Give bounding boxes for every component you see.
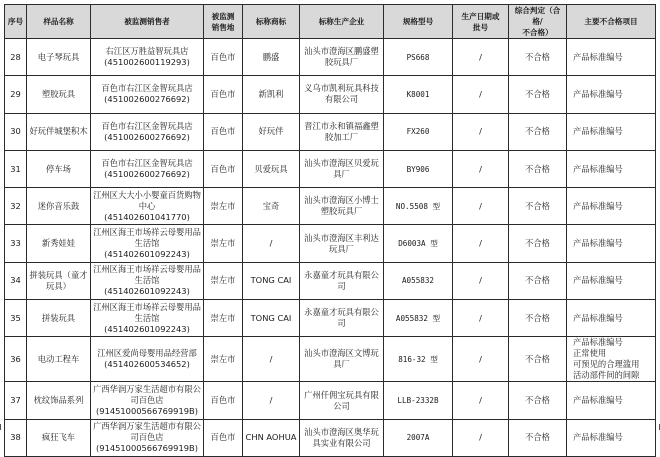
failed-items [567, 150, 656, 187]
row-number: 29 [5, 76, 27, 113]
batch-number: / [453, 150, 509, 187]
manufacturer: 汕头市澄海区鹏盛塑胶玩具厂 [300, 39, 384, 76]
spec-model: A055832 型 [384, 300, 453, 337]
sale-location: 崇左市 [204, 225, 243, 262]
sale-location: 崇左市 [204, 300, 243, 337]
page-corner-mark-right [656, 424, 660, 430]
header-batch: 生产日期或 批号 [453, 5, 509, 39]
sale-location: 崇左市 [204, 188, 243, 225]
manufacturer: 汕头市澄海区奥华玩具实业有限公司 [300, 419, 384, 456]
seller-credit-code: (451402601041770) [104, 211, 190, 222]
batch-number: / [453, 113, 509, 150]
seller-credit-code: (91451000566769919B) [96, 443, 198, 454]
seller-name: 江州区爱尚母婴用品经营部 [97, 348, 197, 359]
page-corner-mark-left [0, 424, 4, 430]
failed-item: 产品标准编号 [573, 275, 623, 286]
brand: 贝爱玩具 [243, 150, 300, 187]
row-number: 38 [5, 419, 27, 456]
brand: 鹏盛 [243, 39, 300, 76]
row-number: 30 [5, 113, 27, 150]
spec-model: LLB-2332B [384, 382, 453, 419]
batch-number: / [453, 262, 509, 299]
seller-cell [91, 382, 204, 419]
seller-credit-code: (451402601092243) [104, 249, 190, 260]
failed-items [567, 39, 656, 76]
failed-item: 产品标准编号 [573, 337, 623, 348]
failed-item: 产品标准编号 [573, 88, 623, 99]
table-header-row [5, 5, 656, 39]
batch-number: / [453, 337, 509, 382]
batch-number: / [453, 39, 509, 76]
verdict: 不合格 [509, 188, 567, 225]
table-row [5, 262, 656, 299]
sale-location: 百色市 [204, 39, 243, 76]
row-number: 35 [5, 300, 27, 337]
table-row [5, 150, 656, 187]
brand: 宝奇 [243, 188, 300, 225]
manufacturer: 汕头市澄海区小博士塑胶玩具厂 [300, 188, 384, 225]
failed-item: 产品标准编号 [573, 312, 623, 323]
seller-name: 江州区海王市场祥云母婴用品生活馆 [93, 264, 201, 286]
table-row [5, 300, 656, 337]
seller-credit-code: (451402601092243) [104, 323, 190, 334]
header-sample-name: 样品名称 [27, 5, 91, 39]
batch-number: / [453, 76, 509, 113]
spec-model: NO.5508 型 [384, 188, 453, 225]
verdict: 不合格 [509, 76, 567, 113]
seller-credit-code: (451402600534652) [104, 359, 190, 370]
sample-name: 停车场 [27, 150, 91, 187]
failed-items [567, 113, 656, 150]
failed-items [567, 76, 656, 113]
verdict: 不合格 [509, 225, 567, 262]
failed-item: 正常使用 [573, 348, 607, 359]
seller-credit-code: (451002600276692) [104, 131, 190, 142]
seller-credit-code: (451002600276692) [104, 94, 190, 105]
seller-cell [91, 188, 204, 225]
sample-name: 电子琴玩具 [27, 39, 91, 76]
failed-item: 产品标准编号 [573, 432, 623, 443]
seller-cell [91, 225, 204, 262]
manufacturer: 永嘉童才玩具有限公司 [300, 262, 384, 299]
seller-credit-code: (91451000566769919B) [96, 406, 198, 417]
spec-model: D6003A 型 [384, 225, 453, 262]
verdict: 不合格 [509, 39, 567, 76]
sale-location: 百色市 [204, 150, 243, 187]
seller-cell [91, 113, 204, 150]
brand: TONG CAI [243, 262, 300, 299]
verdict: 不合格 [509, 113, 567, 150]
seller-name: 百色市右江区金智玩具店 [101, 158, 193, 169]
seller-name: 广西华润万家生活超市有限公司百色店 [93, 384, 201, 406]
row-number: 31 [5, 150, 27, 187]
table-row [5, 225, 656, 262]
seller-cell [91, 337, 204, 382]
brand: / [243, 225, 300, 262]
brand: CHN AOHUA [243, 419, 300, 456]
spec-model: A055832 [384, 262, 453, 299]
failed-items [567, 188, 656, 225]
failed-item: 活动部件间的间隙 [573, 370, 640, 381]
spec-model: PS668 [384, 39, 453, 76]
failed-item: 产品标准编号 [573, 51, 623, 62]
seller-cell [91, 262, 204, 299]
manufacturer: 汕头市澄海区文博玩具厂 [300, 337, 384, 382]
row-number: 36 [5, 337, 27, 382]
table-row [5, 39, 656, 76]
manufacturer: 永嘉童才玩具有限公司 [300, 300, 384, 337]
sale-location: 崇左市 [204, 262, 243, 299]
sale-location: 百色市 [204, 76, 243, 113]
table-row [5, 113, 656, 150]
manufacturer: 广州仟佣宝玩具有限公司 [300, 382, 384, 419]
sample-name: 电动工程车 [27, 337, 91, 382]
batch-number: / [453, 300, 509, 337]
failed-item: 产品标准编号 [573, 200, 623, 211]
manufacturer: 晋江市永和镇福鑫塑胶加工厂 [300, 113, 384, 150]
header-failed-items: 主要不合格项目 [567, 5, 656, 39]
brand: / [243, 337, 300, 382]
brand: / [243, 382, 300, 419]
brand: 好玩伴 [243, 113, 300, 150]
seller-name: 百色市右江区金智玩具店 [101, 83, 193, 94]
sample-name: 好玩伴城堡积木 [27, 113, 91, 150]
failed-items [567, 300, 656, 337]
seller-cell [91, 150, 204, 187]
spec-model: FX260 [384, 113, 453, 150]
header-spec: 规格型号 [384, 5, 453, 39]
row-number: 33 [5, 225, 27, 262]
seller-name: 江州区海王市场祥云母婴用品生活馆 [93, 227, 201, 249]
failed-item: 产品标准编号 [573, 163, 623, 174]
seller-name: 江州区海王市场祥云母婴用品生活馆 [93, 301, 201, 323]
batch-number: / [453, 419, 509, 456]
spec-model: BY906 [384, 150, 453, 187]
seller-cell [91, 39, 204, 76]
row-number: 28 [5, 39, 27, 76]
seller-credit-code: (451002600276692) [104, 169, 190, 180]
manufacturer: 义乌市凯利玩具科技有限公司 [300, 76, 384, 113]
batch-number: / [453, 382, 509, 419]
manufacturer: 汕头市澄海区丰利达玩具厂 [300, 225, 384, 262]
verdict: 不合格 [509, 262, 567, 299]
sample-name: 迷你音乐鼓 [27, 188, 91, 225]
header-seller: 被监测销售者 [91, 5, 204, 39]
sample-name: 新秀娃娃 [27, 225, 91, 262]
table-body [5, 39, 656, 457]
seller-name: 右江区万胜益智玩具店 [105, 46, 189, 57]
sample-name: 疯狂飞车 [27, 419, 91, 456]
header-maker: 标称生产企业 [300, 5, 384, 39]
spec-model: 816-32 型 [384, 337, 453, 382]
sample-name: 枕纹饰品系列 [27, 382, 91, 419]
row-number: 34 [5, 262, 27, 299]
brand: 新凯利 [243, 76, 300, 113]
verdict: 不合格 [509, 337, 567, 382]
verdict: 不合格 [509, 150, 567, 187]
header-location: 被监测 销售地 [204, 5, 243, 39]
failed-items [567, 419, 656, 456]
seller-cell [91, 76, 204, 113]
seller-cell [91, 300, 204, 337]
header-no: 序号 [5, 5, 27, 39]
verdict: 不合格 [509, 300, 567, 337]
spec-model: K8001 [384, 76, 453, 113]
batch-number: / [453, 188, 509, 225]
seller-credit-code: (451402601092243) [104, 286, 190, 297]
header-result: 综合判定（合格/ 不合格） [509, 5, 567, 39]
seller-name: 江州区大大小小婴童百货购物中心 [93, 189, 201, 211]
sale-location: 崇左市 [204, 337, 243, 382]
failed-items [567, 225, 656, 262]
sale-location: 百色市 [204, 419, 243, 456]
header-brand: 标称商标 [243, 5, 300, 39]
seller-credit-code: (451002600119293) [104, 57, 190, 68]
row-number: 32 [5, 188, 27, 225]
failed-item: 产品标准编号 [573, 395, 623, 406]
table-row [5, 188, 656, 225]
sample-name: 塑胶玩具 [27, 76, 91, 113]
spec-model: 2007A [384, 419, 453, 456]
manufacturer: 汕头市澄海区贝爱玩具厂 [300, 150, 384, 187]
failed-items [567, 382, 656, 419]
sale-location: 百色市 [204, 382, 243, 419]
batch-number: / [453, 225, 509, 262]
table-row [5, 419, 656, 456]
brand: TONG CAI [243, 300, 300, 337]
verdict: 不合格 [509, 419, 567, 456]
seller-name: 百色市右江区金智玩具店 [101, 120, 193, 131]
table-row [5, 76, 656, 113]
sample-name: 拼装玩具 [27, 300, 91, 337]
table-row [5, 382, 656, 419]
verdict: 不合格 [509, 382, 567, 419]
row-number: 37 [5, 382, 27, 419]
seller-name: 广西华润万家生活超市有限公司百色店 [93, 421, 201, 443]
sale-location: 百色市 [204, 113, 243, 150]
inspection-results-table [4, 4, 656, 457]
failed-item: 产品标准编号 [573, 238, 623, 249]
failed-item: 产品标准编号 [573, 126, 623, 137]
table-row [5, 337, 656, 382]
failed-items [567, 337, 656, 382]
failed-item: 可预见的合理滥用 [573, 359, 640, 370]
sample-name: 拼装玩具（童才玩具） [27, 262, 91, 299]
failed-items [567, 262, 656, 299]
seller-cell [91, 419, 204, 456]
